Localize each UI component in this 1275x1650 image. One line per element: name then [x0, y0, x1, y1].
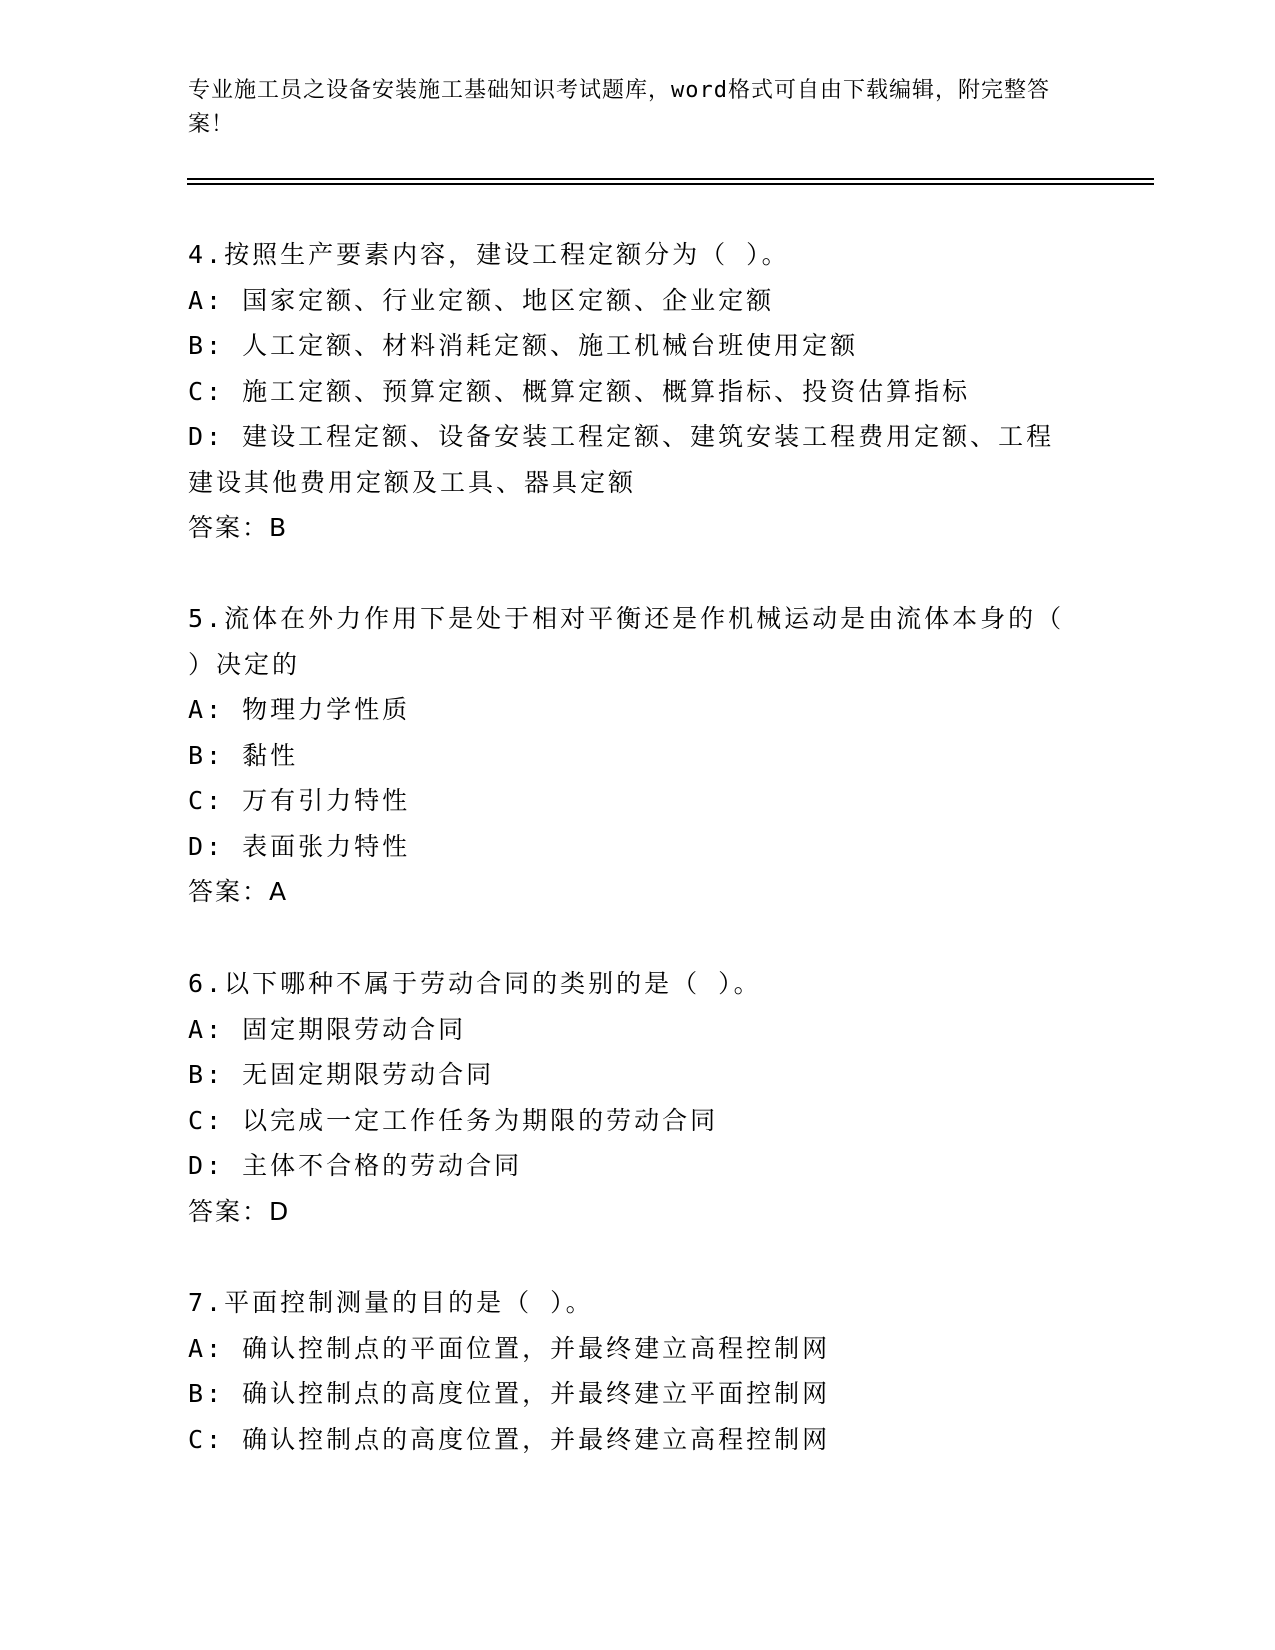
option-a: A: 物理力学性质 — [188, 695, 411, 724]
option-a: A: 确认控制点的平面位置，并最终建立高程控制网 — [188, 1333, 831, 1363]
option-c: C: 以完成一定工作任务为期限的劳动合同 — [188, 1105, 719, 1135]
question-stem: 7.平面控制测量的目的是（ ）。 — [188, 1288, 594, 1317]
question-stem: 6.以下哪种不属于劳动合同的类别的是（ ）。 — [188, 969, 762, 998]
question-5 — [188, 596, 1088, 915]
option-b: B: 黏性 — [188, 740, 299, 770]
option-a: A: 固定期限劳动合同 — [188, 1014, 467, 1044]
question-stem: 4.按照生产要素内容，建设工程定额分为（ ）。 — [188, 240, 790, 269]
option-c: C: 确认控制点的高度位置，并最终建立高程控制网 — [188, 1424, 831, 1454]
option-b: B: 人工定额、材料消耗定额、施工机械台班使用定额 — [188, 331, 859, 360]
answer-text: 答案：B — [188, 513, 289, 542]
question-4 — [188, 232, 1088, 551]
option-c: C: 万有引力特性 — [188, 786, 411, 815]
question-7 — [188, 1280, 1088, 1462]
question-stem: 5.流体在外力作用下是处于相对平衡还是作机械运动是由流体本身的（ ）决定的 — [188, 604, 1065, 679]
answer-text: 答案：D — [188, 1196, 291, 1226]
answer-text: 答案：A — [188, 877, 289, 906]
option-b: B: 确认控制点的高度位置，并最终建立平面控制网 — [188, 1379, 831, 1408]
option-b: B: 无固定期限劳动合同 — [188, 1060, 495, 1089]
option-d: D: 表面张力特性 — [188, 831, 411, 861]
header-rule-bottom — [187, 183, 1154, 185]
document-header-text: 专业施工员之设备安装施工基础知识考试题库，word格式可自由下载编辑，附完整答案！ — [188, 78, 1050, 137]
option-d: D: 建设工程定额、设备安装工程定额、建筑安装工程费用定额、工程建设其他费用定额及工具、器具定额 — [188, 422, 1055, 497]
option-d: D: 主体不合格的劳动合同 — [188, 1151, 523, 1180]
option-a: A: 国家定额、行业定额、地区定额、企业定额 — [188, 285, 775, 315]
header-rule-top — [187, 178, 1154, 180]
question-6 — [188, 961, 1088, 1234]
option-c: C: 施工定额、预算定额、概算定额、概算指标、投资估算指标 — [188, 376, 971, 406]
